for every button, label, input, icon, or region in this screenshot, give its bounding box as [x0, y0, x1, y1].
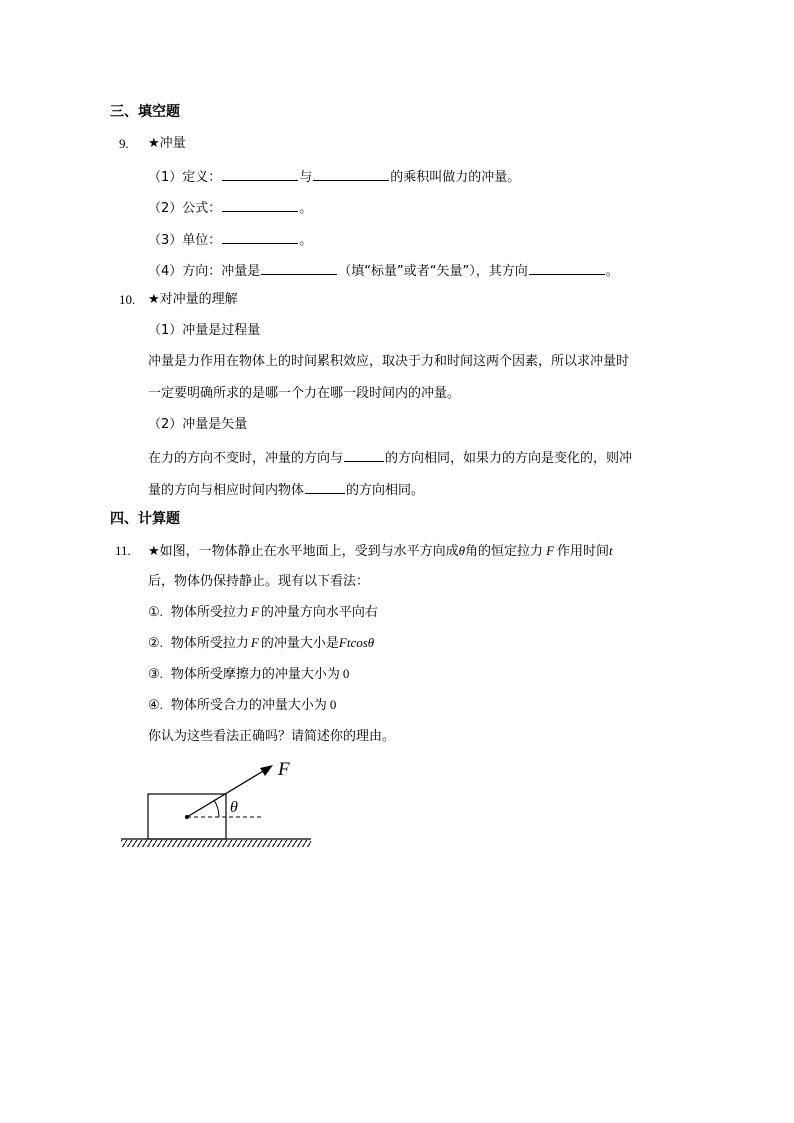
- q11-option-4: [148, 697, 336, 714]
- q10-sub-2: （2）冲量是矢量: [148, 417, 248, 432]
- answer-blank[interactable]: [222, 230, 298, 244]
- q9-item-4: [148, 261, 619, 280]
- option-marker: ①.: [148, 604, 163, 619]
- q9-item-3: [148, 230, 312, 249]
- option-2-text-a: 物体所受拉力: [170, 636, 249, 651]
- option-marker: ④.: [148, 697, 163, 712]
- option-1-text-b: 的冲量方向水平向右: [260, 605, 378, 620]
- q9-item-3-suffix: 。: [299, 233, 313, 248]
- q9-item-3-prefix: （3）单位：: [148, 233, 222, 248]
- q9-item-1-prefix: （1）定义：: [148, 170, 222, 185]
- option-marker: ②.: [148, 635, 163, 650]
- answer-blank[interactable]: [222, 167, 298, 181]
- option-2-text-b: 的冲量大小是: [260, 636, 339, 651]
- angle-arc: [214, 800, 219, 817]
- q11-line-1: [148, 543, 613, 560]
- q9-item-1-suffix: 的乘积叫做力的冲量。: [390, 170, 521, 185]
- angle-label: θ: [230, 799, 238, 816]
- q10-para-2-line-2: [148, 480, 424, 499]
- q11-number: 11.: [115, 543, 131, 558]
- q9-item-1: [148, 167, 520, 186]
- q9-item-2: [148, 198, 312, 217]
- answer-blank[interactable]: [261, 261, 337, 275]
- q10-para-2-text-d: 的方向相同。: [346, 483, 425, 498]
- q10-para-2-line-1: [148, 448, 632, 467]
- q10-para-2-text-c: 量的方向与相应时间内物体: [148, 483, 305, 498]
- answer-blank[interactable]: [305, 480, 345, 494]
- q10-para-2-text-b: 的方向相同，如果力的方向是变化的，则冲: [385, 451, 633, 466]
- option-3-value: 0: [342, 666, 350, 681]
- force-arrowhead: [260, 765, 273, 776]
- force-symbol: F: [250, 604, 259, 619]
- answer-blank[interactable]: [222, 198, 298, 212]
- option-3-text: 物体所受摩擦力的冲量大小为: [170, 667, 340, 682]
- q9-item-4-prefix: （4）方向：冲量是: [148, 264, 261, 279]
- option-1-text-a: 物体所受拉力: [170, 605, 249, 620]
- q10-para-1-line-1: 冲量是力作用在物体上的时间累积效应，取决于力和时间这两个因素，所以求冲量时: [148, 354, 630, 369]
- q9-item-4-suffix: 。: [605, 264, 619, 279]
- option-4-text: 物体所受合力的冲量大小为: [170, 698, 327, 713]
- q10-title: ★对冲量的理解: [148, 292, 238, 307]
- force-symbol: F: [250, 635, 259, 650]
- q11-option-2: [148, 635, 374, 652]
- answer-blank[interactable]: [344, 448, 384, 462]
- theta-symbol: θ: [458, 543, 466, 558]
- force-symbol: F: [546, 543, 555, 558]
- answer-blank[interactable]: [529, 261, 605, 275]
- q11-line-2: 后，物体仍保持静止。现有以下看法：: [148, 574, 370, 589]
- q10-para-1-line-2: 一定要明确所求的是哪一个力在哪一段时间内的冲量。: [148, 386, 461, 401]
- q11-closing: 你认为这些看法正确吗？请简述你的理由。: [148, 729, 396, 744]
- force-diagram: [115, 755, 325, 855]
- q11-line-1-b: 角的恒定拉力: [465, 544, 544, 559]
- q11-option-1: [148, 604, 378, 621]
- q10-sub-1: （1）冲量是过程量: [148, 323, 261, 338]
- q9-number: 9.: [119, 136, 129, 151]
- time-symbol: t: [609, 543, 613, 558]
- answer-blank[interactable]: [313, 167, 389, 181]
- option-marker: ③.: [148, 666, 163, 681]
- q10-para-2-text-a: 在力的方向不变时，冲量的方向与: [148, 451, 344, 466]
- q9-item-2-suffix: 。: [299, 201, 313, 216]
- q11-line-1-c: 作用时间: [557, 544, 610, 559]
- force-label: F: [278, 759, 290, 780]
- q9-item-2-prefix: （2）公式：: [148, 201, 222, 216]
- q9-title: ★冲量: [148, 136, 186, 151]
- impulse-expression: Ftcosθ: [338, 635, 375, 650]
- section-3-title: 三、填空题: [110, 104, 180, 120]
- option-4-value: 0: [329, 697, 337, 712]
- q10-number: 10.: [119, 292, 136, 307]
- q9-item-1-mid: 与: [299, 170, 313, 185]
- section-4-title: 四、计算题: [110, 511, 180, 527]
- q11-option-3: [148, 666, 349, 683]
- q9-item-4-mid: （填“标量”或者“矢量”），其方向: [338, 264, 528, 279]
- ground-hatching: [121, 840, 311, 847]
- q11-line-1-a: ★如图，一物体静止在水平地面上，受到与水平方向成: [148, 544, 459, 559]
